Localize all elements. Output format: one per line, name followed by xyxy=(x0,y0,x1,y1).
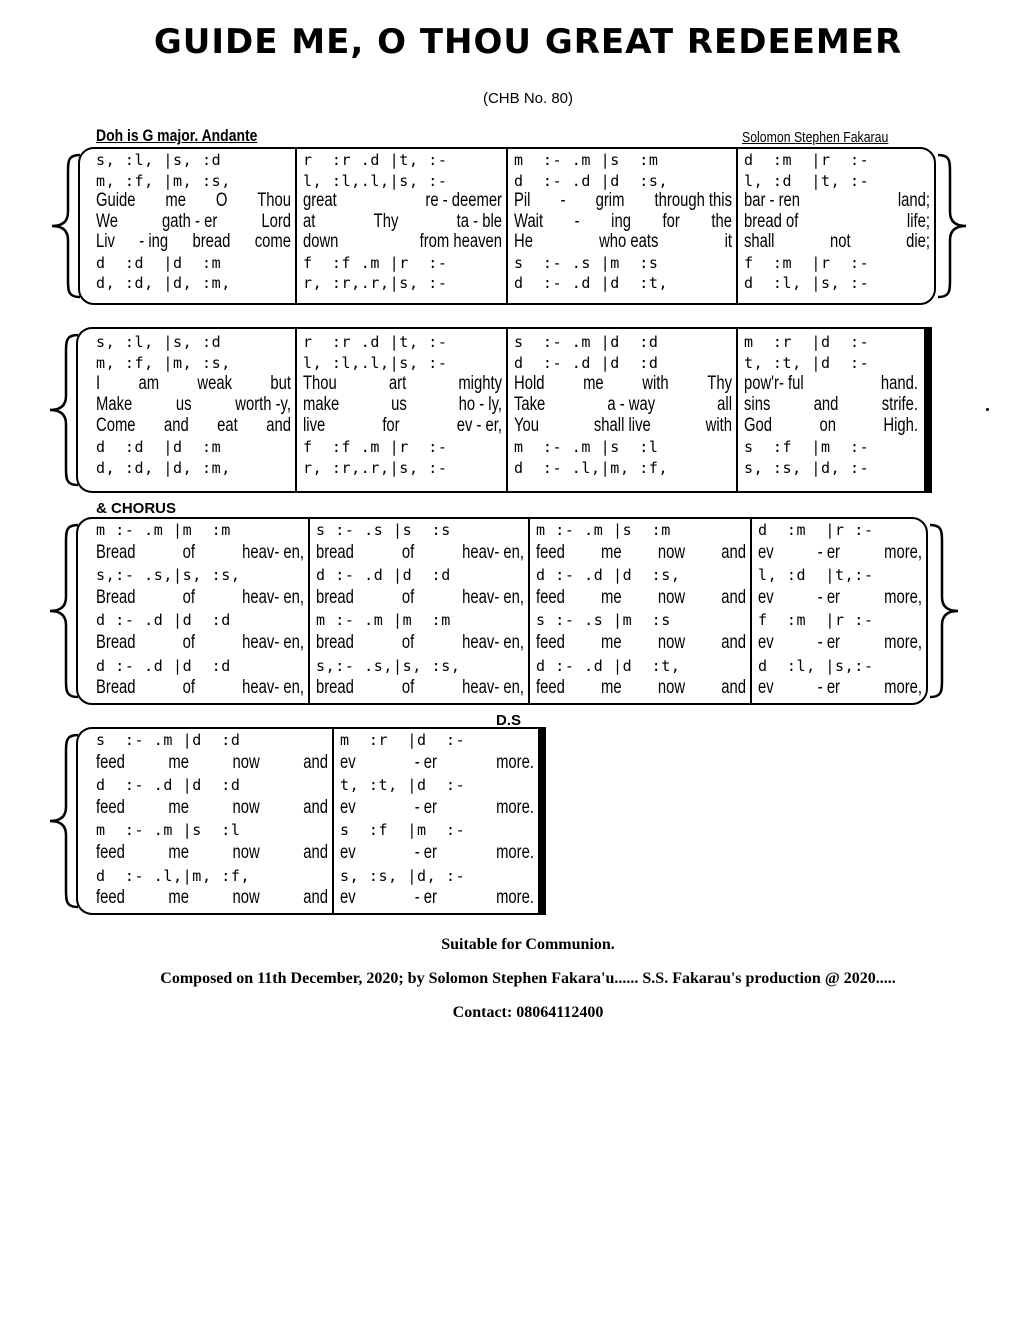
lyric-word: and xyxy=(303,751,328,773)
lyric-word: now xyxy=(657,586,686,608)
solfa-notes: m :- .m |s :m xyxy=(536,521,671,539)
lyric-word: it xyxy=(724,231,732,252)
lyric-word: ev xyxy=(758,632,774,653)
bar-line xyxy=(295,149,297,303)
lyric-word: - er xyxy=(817,677,840,699)
lyric-line xyxy=(316,541,524,565)
lyric-word: Take xyxy=(514,394,546,415)
lyric-word: feed xyxy=(536,541,565,563)
lyric-word: now xyxy=(232,887,260,909)
lyric-word: bread xyxy=(316,677,354,699)
solfa-notes: d :m |r :- xyxy=(758,521,874,539)
lyric-line xyxy=(96,586,304,610)
lyric-word: me xyxy=(168,887,189,909)
solfa-notes: s :- .s |m :s xyxy=(514,253,659,272)
solfa-notes: m, :f, |m, :s, xyxy=(96,354,231,372)
lyric-word: High. xyxy=(883,415,918,436)
solfa-notes: d :- .d |d :t, xyxy=(536,656,681,675)
lyric-word: of xyxy=(182,541,196,563)
lyric-line xyxy=(96,796,328,820)
solfa-notes: m :- .m |s :l xyxy=(514,438,659,456)
lyric-word: heav- en, xyxy=(242,632,304,653)
solfa-notes: t, :t, |d :- xyxy=(340,776,466,795)
lyric-word: and xyxy=(266,415,291,436)
lyric-word: hand. xyxy=(880,373,918,394)
left-brace-icon xyxy=(48,523,82,699)
lyric-word: ev xyxy=(340,887,356,909)
lyric-word: grim xyxy=(595,190,625,211)
solfa-notes: s, :s, |d, :- xyxy=(340,866,466,885)
lyric-word: re - deemer xyxy=(425,190,502,211)
lyric-word: Bread xyxy=(96,632,136,653)
solfa-notes: m :- .m |m :m xyxy=(96,521,231,539)
lyric-word: live xyxy=(303,415,326,436)
bar-line xyxy=(736,329,738,491)
lyric-word: bread of xyxy=(744,210,799,232)
lyric-word: bread xyxy=(316,541,354,563)
contact-note: Contact: 08064112400 xyxy=(452,1004,604,1021)
solfa-notes: l, :l,.l,|s, :- xyxy=(303,354,448,372)
lyric-word: Bread xyxy=(96,677,136,699)
lyric-word: bar - ren xyxy=(744,190,801,211)
lyric-word: God xyxy=(744,415,773,436)
lyric-word: O xyxy=(215,190,228,211)
lyric-word: worth -y, xyxy=(235,394,291,415)
lyric-word: feed xyxy=(96,887,125,909)
lyric-word: We xyxy=(96,210,118,232)
solfa-notes: m :r |d :- xyxy=(744,333,870,351)
lyric-line xyxy=(96,541,304,565)
lyric-word: - ing xyxy=(139,231,169,252)
lyric-word: more, xyxy=(884,586,922,608)
lyric-word: us xyxy=(175,394,192,415)
lyric-word: weak xyxy=(197,373,233,394)
lyric-line xyxy=(316,586,524,610)
lyric-word: am xyxy=(138,373,160,394)
lyric-word: bread xyxy=(316,586,354,608)
solfa-notes: d :- .d |d :d xyxy=(96,656,231,675)
lyric-word: now xyxy=(232,751,260,773)
composer-credit: Solomon Stephen Fakarau xyxy=(742,129,889,146)
lyric-word: sins xyxy=(744,394,771,415)
solfa-notes: d :- .d |d :d xyxy=(316,566,451,585)
solfa-notes: r :r .d |t, :- xyxy=(303,333,448,351)
lyric-word: from heaven xyxy=(419,231,502,252)
lyric-word: but xyxy=(270,373,291,394)
lyric-word: through this xyxy=(654,190,732,211)
lyric-word: ev xyxy=(758,677,774,699)
lyric-word: on xyxy=(819,415,836,436)
lyric-word: and xyxy=(721,586,746,608)
solfa-notes: d :- .d |d :t, xyxy=(514,274,669,292)
solfa-notes: l, :d |t,:- xyxy=(758,566,874,585)
lyric-word: me xyxy=(583,373,604,394)
lyric-word: heav- en, xyxy=(462,632,524,653)
lyric-word: me xyxy=(168,751,189,773)
lyric-word: Come xyxy=(96,415,136,436)
lyric-word: come xyxy=(254,231,291,252)
lyric-word: Wait xyxy=(514,210,544,232)
lyric-word: - xyxy=(560,190,566,211)
lyric-word: Liv xyxy=(96,231,115,252)
solfa-notes: s, :s, |d, :- xyxy=(744,459,870,477)
lyric-word: heav- en, xyxy=(242,541,304,563)
solfa-notes: d :- .l,|m, :f, xyxy=(514,459,669,477)
lyric-word: more. xyxy=(496,887,534,909)
lyric-word: now xyxy=(232,796,260,818)
lyric-word: me xyxy=(168,796,189,818)
lyric-line xyxy=(536,541,746,565)
lyric-word: bread xyxy=(192,231,231,252)
solfa-notes: m :- .m |s :m xyxy=(514,151,659,169)
lyric-word: life; xyxy=(906,210,930,232)
lyric-word: of xyxy=(182,586,196,608)
lyric-word: feed xyxy=(96,796,125,818)
solfa-notes: s :- .m |d :d xyxy=(96,731,241,749)
lyric-word: more, xyxy=(884,677,922,699)
bar-line xyxy=(308,519,310,703)
lyric-word: ta - ble xyxy=(456,210,502,232)
lyric-word: great xyxy=(303,190,337,211)
lyric-line xyxy=(758,541,922,565)
lyric-word: of xyxy=(401,541,415,563)
solfa-notes: d :- .d |d :d xyxy=(514,354,659,372)
chorus-label: & CHORUS xyxy=(96,500,177,517)
ds-label: D.S xyxy=(496,712,522,729)
lyric-word: ev xyxy=(758,586,774,608)
lyric-line xyxy=(316,631,524,655)
lyric-word: of xyxy=(182,677,196,699)
lyric-word: ev xyxy=(340,842,356,863)
lyric-word: Bread xyxy=(96,586,136,608)
solfa-notes: l, :d |t, :- xyxy=(744,171,870,190)
lyric-line xyxy=(758,676,922,700)
lyric-line xyxy=(758,631,922,655)
lyric-word: at xyxy=(303,210,316,232)
lyric-line xyxy=(536,676,746,700)
lyric-word: not xyxy=(829,231,851,252)
lyric-word: more, xyxy=(884,541,922,563)
lyric-word: - er xyxy=(414,751,437,773)
lyric-word: for xyxy=(382,415,400,436)
lyric-word: me xyxy=(601,677,622,699)
lyric-word: art xyxy=(388,373,407,394)
lyric-word: and xyxy=(303,796,328,818)
suitability-note: Suitable for Communion. xyxy=(441,936,615,953)
lyric-word: down xyxy=(303,231,339,252)
lyric-line xyxy=(340,886,534,910)
solfa-notes: d :m |r :- xyxy=(744,151,870,169)
lyric-word: You xyxy=(514,415,540,436)
left-brace-icon xyxy=(48,733,82,909)
lyric-word: us xyxy=(391,394,407,415)
lyric-word: me xyxy=(601,541,622,563)
lyric-word: more. xyxy=(496,796,534,818)
solfa-notes: d, :d, |d, :m, xyxy=(96,459,231,477)
solfa-notes: r, :r,.r,|s, :- xyxy=(303,274,448,292)
lyric-word: and xyxy=(303,887,328,909)
solfa-notes: m :- .m |s :l xyxy=(96,821,241,840)
lyric-word: heav- en, xyxy=(462,541,524,563)
lyric-line xyxy=(340,841,534,865)
lyric-word: Thou xyxy=(303,373,337,394)
lyric-word: feed xyxy=(96,751,125,773)
solfa-notes: s,:- .s,|s, :s, xyxy=(316,656,461,675)
lyric-word: Thou xyxy=(257,190,291,211)
lyric-word: of xyxy=(401,586,415,608)
lyric-line xyxy=(536,586,746,610)
solfa-notes: d :- .l,|m, :f, xyxy=(96,866,251,885)
hymn-title: GUIDE ME, O THOU GREAT REDEEMER xyxy=(153,22,903,62)
solfa-notes: s :- .s |s :s xyxy=(316,521,451,539)
left-brace-icon xyxy=(50,153,84,299)
solfa-notes: d :l, |s, :- xyxy=(744,274,870,292)
lyric-word: eat xyxy=(217,415,238,436)
lyric-word: - er xyxy=(414,796,437,818)
composition-note: Composed on 11th December, 2020; by Solomon Stephen Fakara'u...... S.S. Fakarau's production @ 2020..... xyxy=(160,970,896,987)
lyric-word: make xyxy=(303,394,340,415)
lyric-word: more, xyxy=(884,632,922,653)
lyric-word: heav- en, xyxy=(242,586,304,608)
lyric-word: feed xyxy=(536,586,565,608)
lyric-word: shall live xyxy=(593,415,651,436)
lyric-word: I xyxy=(96,373,101,394)
solfa-notes: r :r .d |t, :- xyxy=(303,151,448,169)
lyric-word: feed xyxy=(536,677,565,699)
lyric-line xyxy=(96,676,304,700)
lyric-word: now xyxy=(232,842,260,863)
lyric-word: and xyxy=(721,677,746,699)
lyric-word: a - way xyxy=(607,394,656,415)
lyric-word: ing xyxy=(611,210,631,232)
right-brace-icon xyxy=(926,523,960,699)
left-brace-icon xyxy=(48,333,82,487)
lyric-word: more. xyxy=(496,842,534,863)
lyric-word: me xyxy=(168,842,189,863)
lyric-word: - xyxy=(574,210,580,232)
lyric-word: mighty xyxy=(458,373,502,394)
lyric-word: with xyxy=(642,373,669,394)
lyric-word: now xyxy=(657,632,686,653)
lyric-word: - er xyxy=(414,887,437,909)
lyric-line xyxy=(340,796,534,820)
lyric-word: land; xyxy=(897,190,930,211)
solfa-notes: s, :l, |s, :d xyxy=(96,151,222,169)
solfa-notes: d :d |d :m xyxy=(96,438,222,456)
lyric-word: Bread xyxy=(96,541,136,563)
solfa-notes: d :d |d :m xyxy=(96,253,222,272)
lyric-word: - er xyxy=(817,586,840,608)
key-signature: Doh is G major. Andante xyxy=(96,126,258,145)
solfa-notes: f :m |r :- xyxy=(744,253,870,272)
lyric-line xyxy=(758,586,922,610)
solfa-notes: f :f .m |r :- xyxy=(303,438,448,456)
lyric-word: the xyxy=(711,210,732,232)
lyric-word: heav- en, xyxy=(242,677,304,699)
lyric-word: more. xyxy=(496,751,534,773)
lyric-word: and xyxy=(721,632,746,653)
lyric-word: Thy xyxy=(707,373,732,394)
lyric-line xyxy=(96,751,328,775)
lyric-word: of xyxy=(401,632,415,653)
lyric-word: heav- en, xyxy=(462,586,524,608)
solfa-notes: m, :f, |m, :s, xyxy=(96,171,231,190)
lyric-word: Thy xyxy=(373,210,399,232)
bar-line xyxy=(332,729,334,913)
lyric-word: and xyxy=(813,394,839,415)
bar-line xyxy=(528,519,530,703)
lyric-word: ev - er, xyxy=(456,415,502,436)
lyric-word: and xyxy=(303,842,328,863)
lyric-line xyxy=(96,841,328,865)
lyric-word: ho - ly, xyxy=(458,394,502,415)
solfa-notes: d :l, |s,:- xyxy=(758,656,874,675)
solfa-notes: s, :l, |s, :d xyxy=(96,333,222,351)
solfa-notes: d :- .d |d :s, xyxy=(536,566,681,585)
lyric-word: ev xyxy=(340,796,356,818)
solfa-notes: m :r |d :- xyxy=(340,731,466,749)
lyric-word: me xyxy=(601,586,622,608)
lyric-word: all xyxy=(717,394,732,415)
lyric-word: Make xyxy=(96,394,133,415)
lyric-word: of xyxy=(401,677,415,699)
lyric-word: shall xyxy=(744,231,775,252)
lyric-word: ev xyxy=(758,541,774,563)
lyric-word: Lord xyxy=(261,210,291,232)
lyric-word: bread xyxy=(316,632,354,653)
solfa-notes: d :- .d |d :s, xyxy=(514,171,669,190)
solfa-notes: d, :d, |d, :m, xyxy=(96,274,231,292)
lyric-word: with xyxy=(705,415,732,436)
solfa-notes: r, :r,.r,|s, :- xyxy=(303,459,448,477)
lyric-word: and xyxy=(721,541,746,563)
lyric-word: me xyxy=(165,190,186,211)
lyric-word: now xyxy=(657,677,686,699)
hymn-number: (CHB No. 80) xyxy=(482,90,574,107)
solfa-notes: m :- .m |m :m xyxy=(316,611,451,630)
lyric-word: feed xyxy=(536,632,565,653)
lyric-word: for xyxy=(662,210,680,232)
lyric-word: now xyxy=(657,541,686,563)
lyric-line xyxy=(536,631,746,655)
lyric-word: me xyxy=(601,632,622,653)
lyric-word: who eats xyxy=(599,231,659,252)
bar-line xyxy=(736,149,738,303)
lyric-word: Pil xyxy=(514,190,531,211)
bar-line xyxy=(750,519,752,703)
bar-line xyxy=(506,149,508,303)
solfa-notes: s :f |m :- xyxy=(340,821,466,840)
lyric-word: - er xyxy=(817,632,840,653)
lyric-word: strife. xyxy=(881,394,918,415)
lyric-word: ev xyxy=(340,751,356,773)
lyric-line xyxy=(96,631,304,655)
solfa-notes: s,:- .s,|s, :s, xyxy=(96,566,241,585)
solfa-notes: t, :t, |d :- xyxy=(744,354,870,372)
solfa-notes: f :m |r :- xyxy=(758,611,874,630)
lyric-line xyxy=(316,676,524,700)
solfa-notes: f :f .m |r :- xyxy=(303,253,448,272)
lyric-word: gath - er xyxy=(162,210,218,232)
lyric-word: heav- en, xyxy=(462,677,524,699)
lyric-word: Hold xyxy=(514,373,545,394)
lyric-line xyxy=(340,751,534,775)
solfa-notes: d :- .d |d :d xyxy=(96,776,241,795)
lyric-word: pow'r- ful xyxy=(744,373,804,394)
solfa-notes: s :f |m :- xyxy=(744,438,870,456)
lyric-word: feed xyxy=(96,842,125,863)
bar-line xyxy=(506,329,508,491)
solfa-notes: s :- .m |d :d xyxy=(514,333,659,351)
lyric-word: die; xyxy=(906,231,930,252)
lyric-word: He xyxy=(514,231,533,252)
lyric-word: of xyxy=(182,632,196,653)
bar-line xyxy=(295,329,297,491)
solfa-notes: l, :l,.l,|s, :- xyxy=(303,171,448,190)
stray-dot xyxy=(986,408,989,411)
lyric-word: - er xyxy=(414,842,437,863)
solfa-notes: s :- .s |m :s xyxy=(536,611,671,630)
solfa-notes: d :- .d |d :d xyxy=(96,611,231,630)
lyric-line xyxy=(96,886,328,910)
lyric-word: - er xyxy=(817,541,840,563)
right-brace-icon xyxy=(934,153,968,299)
lyric-word: Guide xyxy=(96,190,136,211)
lyric-word: and xyxy=(163,415,189,436)
